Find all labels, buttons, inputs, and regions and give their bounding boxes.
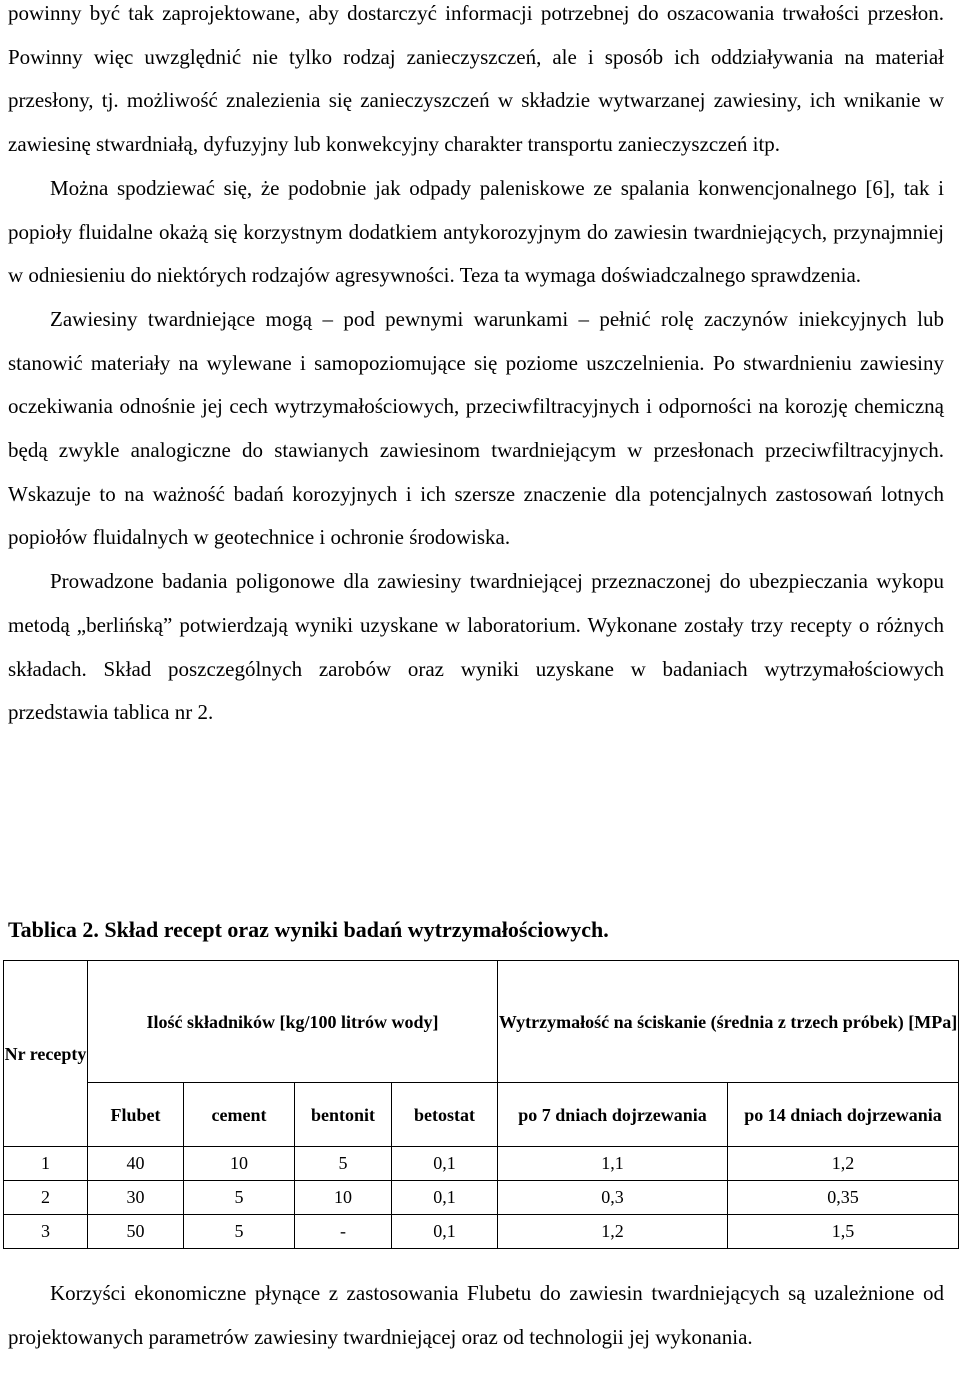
paragraph-4: Prowadzone badania poligonowe dla zawiesiny twardniejącej przeznaczonej do ubezpieczania wykopu metodą „berlińską” potwierdzają wyniki uzyskane w laboratorium. Wykonane zostały trzy recepty o różnych składach. Skład poszczególnych zarobów oraz wyniki uzyskane w badaniach wytrzymałościowych przedstawia tablica nr 2. <box>8 569 944 725</box>
table-cell: 1,1 <box>498 1147 728 1181</box>
table-cell: 5 <box>184 1215 295 1249</box>
header-betostat: betostat <box>392 1083 498 1147</box>
table-cell: 1,5 <box>728 1215 959 1249</box>
header-nr: Nr recepty <box>4 961 88 1147</box>
table-cell: 50 <box>88 1215 184 1249</box>
paragraph-1: powinny być tak zaprojektowane, aby dostarczyć informacji potrzebnej do oszacowania trwałości przesłon. Powinny więc uwzględnić nie tylko rodzaj zanieczyszczeń, ale i sposób ich oddziaływania na materiał przesłony, tj. możliwość znalezienia się zanieczyszczeń w składzie wytwarzanej zawiesiny, ich wnikanie w zawiesinę stwardniałą, dyfuzyjny lub konwekcyjny charakter transportu zanieczyszczeń itp. <box>8 1 944 157</box>
table-cell: 0,1 <box>392 1181 498 1215</box>
closing-paragraph: Korzyści ekonomiczne płynące z zastosowania Flubetu do zawiesin twardniejących są uzależnione od projektowanych parametrów zawiesiny twardniejącej oraz od technologii jej wykonania. <box>8 1281 944 1349</box>
table-row <box>4 1215 959 1249</box>
header-day14: po 14 dniach dojrzewania <box>728 1083 959 1147</box>
paragraph-2: Można spodziewać się, że podobnie jak odpady paleniskowe ze spalania konwencjonalnego [6], tak i popioły fluidalne okażą się korzystnym dodatkiem antykorozyjnym do zawiesin twardniejących, przynajmniej w odniesieniu do niektórych rodzajów agresywności. Teza ta wymaga doświadczalnego sprawdzenia. <box>8 175 944 288</box>
table-cell: - <box>295 1215 392 1249</box>
table-cell: 30 <box>88 1181 184 1215</box>
table-cell: 2 <box>4 1181 88 1215</box>
recipe-table <box>3 960 959 1249</box>
table-cell: 0,3 <box>498 1181 728 1215</box>
table-row <box>4 1181 959 1215</box>
paragraph-3: Zawiesiny twardniejące mogą – pod pewnymi warunkami – pełnić rolę zaczynów iniekcyjnych lub stanowić materiały na wylewane i samopoziomujące się poziome uszczelnienia. Po stwardnieniu zawiesiny oczekiwania odnośnie jej cech wytrzymałościowych, przeciwfiltracyjnych i odporności na korozję chemiczną będą zwykle analogiczne do stawianych zawiesinom twardniejącym w przesłonach przeciwfiltracyjnych. Wskazuje to na ważność badań korozyjnych i ich szersze znaczenie dla potencjalnych zastosowań lotnych popiołów fluidalnych w geotechnice i ochronie środowiska. <box>8 306 944 550</box>
table-cell: 0,1 <box>392 1215 498 1249</box>
closing-section <box>8 1272 944 1359</box>
header-day7: po 7 dniach dojrzewania <box>498 1083 728 1147</box>
header-flubet: Flubet <box>88 1083 184 1147</box>
table-cell: 10 <box>184 1147 295 1181</box>
table-cell: 3 <box>4 1215 88 1249</box>
table-cell: 0,1 <box>392 1147 498 1181</box>
table-cell: 0,35 <box>728 1181 959 1215</box>
table-cell: 1,2 <box>728 1147 959 1181</box>
table-cell: 5 <box>295 1147 392 1181</box>
table-cell: 40 <box>88 1147 184 1181</box>
table-cell: 5 <box>184 1181 295 1215</box>
table-cell: 1 <box>4 1147 88 1181</box>
header-bentonit: bentonit <box>295 1083 392 1147</box>
table-row <box>4 1147 959 1181</box>
table-caption: Tablica 2. Skład recept oraz wyniki badań wytrzymałościowych. <box>8 917 609 942</box>
table-cell: 10 <box>295 1181 392 1215</box>
page-body <box>8 0 944 735</box>
header-strength: Wytrzymałość na ściskanie (średnia z trzech próbek) [MPa] <box>498 961 959 1083</box>
header-ingredients: Ilość składników [kg/100 litrów wody] <box>88 961 498 1083</box>
header-cement: cement <box>184 1083 295 1147</box>
table-cell: 1,2 <box>498 1215 728 1249</box>
